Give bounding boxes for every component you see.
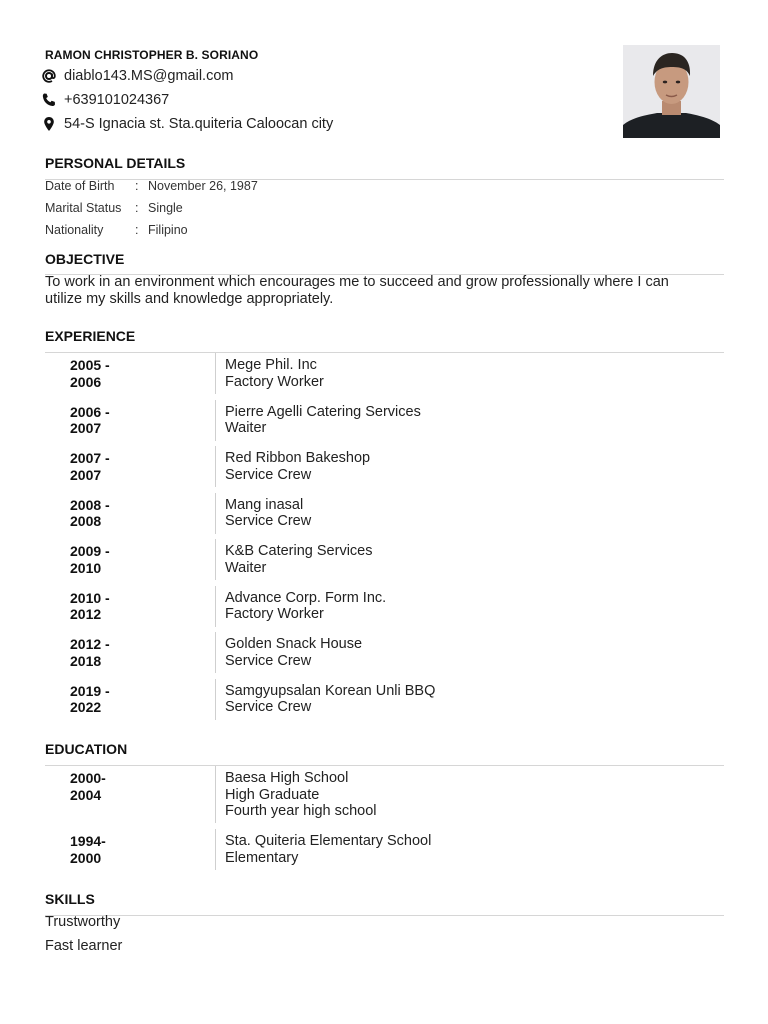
timeline-line	[215, 446, 216, 487]
phone-contact	[40, 91, 169, 109]
objective-heading: OBJECTIVE	[45, 251, 125, 267]
job-role: Waiter	[225, 420, 267, 436]
skills-heading: SKILLS	[45, 891, 95, 907]
experience-years	[70, 636, 210, 669]
year-end: 2004	[70, 786, 102, 803]
year-start: 2008 -	[70, 496, 110, 513]
education-details	[225, 770, 377, 820]
detail-value: Filipino	[148, 223, 188, 237]
year-start: 2010 -	[70, 589, 110, 606]
job-role: Service Crew	[225, 466, 312, 483]
experience-years	[70, 357, 210, 390]
phone-icon	[40, 91, 58, 109]
experience-years	[70, 497, 210, 530]
timeline-line	[215, 586, 216, 627]
timeline-line	[215, 829, 216, 870]
year-start: 2006 -	[70, 403, 110, 420]
objective-line: utilize my skills and knowledge appropriately.	[45, 290, 334, 307]
year-end: 2022	[70, 699, 102, 715]
experience-details	[225, 636, 362, 669]
year-end: 2008	[70, 513, 102, 529]
applicant-name: RAMON CHRISTOPHER B. SORIANO	[45, 48, 259, 62]
detail-separator: :	[135, 179, 139, 193]
section-divider	[45, 765, 724, 766]
experience-details	[225, 450, 370, 483]
phone-text: +639101024367	[64, 92, 170, 108]
company-name: Red Ribbon Bakeshop	[225, 450, 371, 466]
year-start: 2009 -	[70, 543, 110, 559]
detail-separator: :	[135, 201, 139, 215]
detail-value: November 26, 1987	[148, 179, 258, 193]
year-start: 2019 -	[70, 682, 110, 699]
objective-line: To work in an environment which encourages me to succeed and grow professionally where I can	[45, 274, 669, 290]
skill-item: Trustworthy	[45, 914, 121, 930]
section-divider	[45, 915, 724, 916]
company-name: Pierre Agelli Catering Services	[225, 403, 421, 420]
year-start: 1994-	[70, 833, 106, 849]
detail-value: Single	[148, 201, 183, 215]
education-heading: EDUCATION	[45, 741, 128, 757]
job-role: Factory Worker	[225, 606, 324, 622]
company-name: Mang inasal	[225, 496, 304, 513]
year-end: 2007	[70, 466, 102, 483]
company-name: Mege Phil. Inc	[225, 357, 317, 373]
year-start: 2005 -	[70, 357, 110, 373]
education-years	[70, 833, 210, 866]
company-name: Samgyupsalan Korean Unli BBQ	[225, 682, 436, 699]
education-note: Fourth year high school	[225, 803, 377, 819]
school-name: Sta. Quiteria Elementary School	[225, 833, 432, 849]
detail-label: Date of Birth	[45, 179, 115, 193]
detail-separator: :	[135, 223, 139, 237]
section-divider	[45, 352, 724, 353]
job-role: Factory Worker	[225, 373, 324, 390]
experience-details	[225, 357, 324, 390]
email-contact	[40, 67, 233, 85]
experience-details	[225, 590, 386, 623]
year-end: 2007	[70, 420, 102, 436]
address-text: 54-S Ignacia st. Sta.quiteria Caloocan city	[64, 116, 334, 132]
resume-header	[45, 48, 258, 62]
year-end: 2012	[70, 606, 102, 622]
at-icon	[40, 67, 58, 85]
experience-heading: EXPERIENCE	[45, 328, 136, 344]
timeline-line	[215, 632, 216, 673]
address-contact	[40, 115, 333, 133]
education-details	[225, 833, 431, 866]
job-role: Service Crew	[225, 699, 312, 715]
job-role: Service Crew	[225, 652, 312, 669]
detail-label: Marital Status	[45, 201, 122, 215]
company-name: K&B Catering Services	[225, 543, 373, 559]
timeline-line	[215, 493, 216, 534]
timeline-line	[215, 353, 216, 394]
job-role: Service Crew	[225, 513, 312, 529]
experience-years	[70, 543, 210, 576]
timeline-line	[215, 400, 216, 441]
experience-years	[70, 683, 210, 716]
year-end: 2010	[70, 559, 102, 576]
timeline-line	[215, 679, 216, 720]
education-years	[70, 770, 210, 803]
experience-details	[225, 497, 311, 530]
year-end: 2000	[70, 849, 102, 866]
education-level: Elementary	[225, 849, 299, 866]
section-divider	[45, 179, 724, 180]
company-name: Golden Snack House	[225, 636, 363, 652]
company-name: Advance Corp. Form Inc.	[225, 589, 387, 606]
education-level: High Graduate	[225, 786, 320, 803]
timeline-line	[215, 766, 216, 823]
timeline-line	[215, 539, 216, 580]
experience-years	[70, 590, 210, 623]
email-text: diablo143.MS@gmail.com	[64, 68, 234, 84]
year-start: 2012 -	[70, 636, 110, 652]
job-role: Waiter	[225, 559, 267, 576]
year-start: 2007 -	[70, 450, 110, 466]
year-end: 2006	[70, 373, 102, 390]
experience-details	[225, 683, 435, 716]
objective-text	[45, 274, 725, 307]
experience-years	[70, 404, 210, 437]
detail-label: Nationality	[45, 223, 104, 237]
location-pin-icon	[40, 115, 58, 133]
experience-details	[225, 543, 372, 576]
experience-details	[225, 404, 421, 437]
skill-item: Fast learner	[45, 938, 123, 954]
profile-photo	[623, 45, 720, 138]
year-start: 2000-	[70, 770, 106, 786]
personal-details-heading: PERSONAL DETAILS	[45, 155, 186, 171]
school-name: Baesa High School	[225, 770, 349, 786]
year-end: 2018	[70, 652, 102, 669]
experience-years	[70, 450, 210, 483]
